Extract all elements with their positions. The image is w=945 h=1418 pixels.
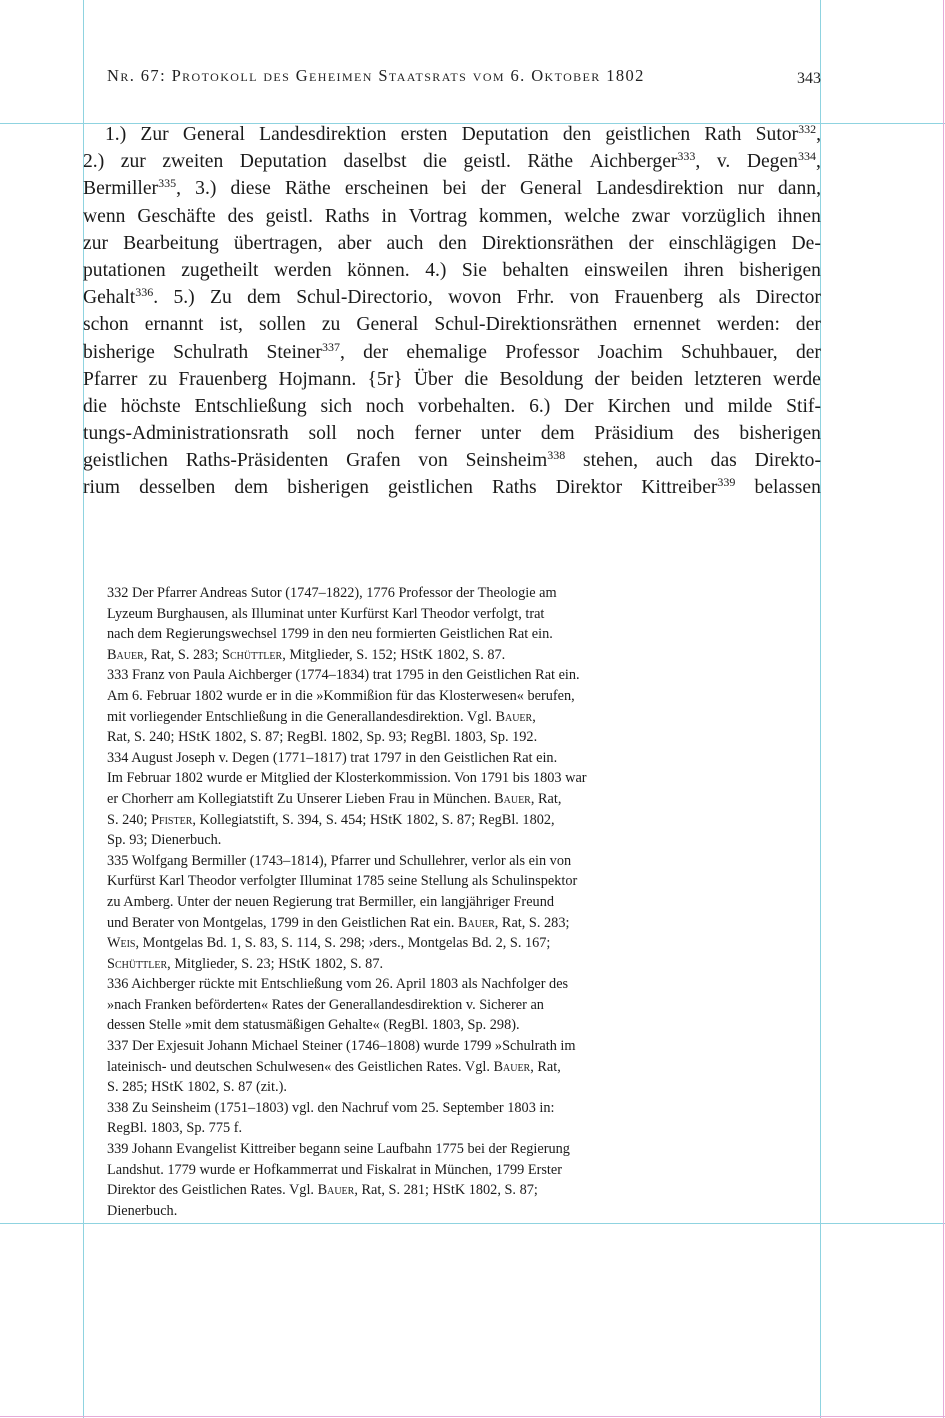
word: geistlichen [388, 477, 473, 499]
body-line [83, 148, 821, 175]
word: die [423, 151, 447, 173]
word: können. [347, 259, 410, 281]
word: Joachim [597, 341, 663, 363]
author-name: Bauer [107, 646, 144, 663]
word: behalten [502, 259, 569, 281]
footnote-332 [107, 583, 667, 665]
footnote-reference[interactable]: 333 [677, 149, 696, 164]
body-line-text [83, 203, 821, 230]
word: erscheinen [344, 178, 429, 200]
word: 4.) [425, 259, 447, 281]
word: ihren [683, 259, 724, 281]
word: die [83, 395, 107, 417]
word: als [718, 287, 741, 309]
word: Entschließung [194, 395, 307, 417]
word: bei [442, 178, 467, 200]
word: stehen, [583, 450, 638, 472]
footnote-line: Im Februar 1802 wurde er Mitglied der Klosterkommission. Von 1791 bis 1803 war [107, 770, 587, 787]
word: rium [83, 477, 121, 499]
word: putationen [83, 259, 166, 281]
footnote-reference[interactable]: 337 [321, 339, 340, 354]
word: Raths [492, 477, 537, 499]
footnote-line: 337 Der Exjesuit Johann Michael Steiner (1746–1808) wurde 1799 »Schulrath im [107, 1038, 576, 1055]
word: belassen [754, 477, 821, 499]
bottom-text-guide [0, 1223, 945, 1224]
word: wenn [83, 205, 126, 227]
word: Schuhbauer, [681, 341, 778, 363]
word: Raths-Präsidenten [185, 450, 329, 472]
word: Rath [704, 124, 742, 145]
author-name: Bauer [494, 790, 531, 807]
word: Zur [140, 124, 169, 145]
word: sich [320, 395, 353, 417]
word: noch [365, 395, 404, 417]
word: ferner [414, 423, 462, 445]
word: v. [716, 151, 731, 173]
word: einsweilen [584, 259, 669, 281]
author-name: Weis [107, 935, 136, 952]
word: Schulrath [173, 341, 249, 363]
footnote-line: 335 Wolfgang Bermiller (1743–1814), Pfarrer und Schullehrer, verlor als ein von [107, 852, 572, 869]
word: unter [480, 423, 522, 445]
word: von [418, 450, 448, 472]
word: der [795, 341, 821, 363]
word: des [693, 423, 720, 445]
running-head [107, 66, 821, 92]
word: Landesdirektion [259, 124, 387, 145]
main-text [83, 121, 821, 502]
word: den [438, 232, 467, 254]
word: von [569, 287, 600, 309]
word: Frauenberg [614, 287, 704, 309]
word: Sie [461, 259, 487, 281]
word: Über [413, 368, 454, 390]
body-line [83, 284, 821, 311]
word: Degen$^{334}$, [746, 149, 821, 173]
body-line-text [83, 474, 821, 501]
word: der [480, 178, 506, 200]
footnote-line: und Berater von Montgelas, 1799 in den Geistlichen Rat ein. Bauer, Rat, S. 283; [107, 914, 570, 931]
word: zu [321, 314, 341, 336]
word: 3.) [195, 178, 217, 200]
word: zur [120, 151, 146, 173]
word: geistl. [265, 205, 313, 227]
word: ehemalige [406, 341, 487, 363]
word: aber [337, 232, 372, 254]
word: Frauenberg [178, 368, 268, 390]
running-title: Nr. 67: Protokoll des Geheimen Staatsrats vom 6. Oktober 1802 [107, 66, 645, 85]
word: Räthe [527, 151, 574, 173]
word: Bearbeitung [123, 232, 219, 254]
word: letzteren [694, 368, 762, 390]
word: schon [83, 314, 129, 336]
footnote-336 [107, 974, 667, 1036]
word: noch [356, 423, 395, 445]
word: desselben [139, 477, 216, 499]
word: 2.) [83, 151, 105, 173]
footnote-line: Rat, S. 240; HStK 1802, S. 87; RegBl. 1802, Sp. 93; RegBl. 1803, Sp. 192. [107, 729, 538, 746]
word: Schul-Direktionsräthen [434, 314, 618, 336]
page-number: 343 [797, 70, 821, 87]
footnote-line: Bauer, Rat, S. 283; Schüttler, Mitglieder, S. 152; HStK 1802, S. 87. [107, 646, 506, 663]
word: tungs-Administrationsrath [83, 423, 289, 445]
word: 5.) [173, 287, 195, 309]
word: einschlägigen [668, 232, 777, 254]
word: bisherige [83, 341, 155, 363]
word: den [562, 124, 592, 145]
author-name: Pfister [151, 811, 193, 828]
body-line [83, 420, 821, 447]
body-line-text [83, 284, 821, 311]
word: ersten [400, 124, 448, 145]
body-line [83, 393, 821, 420]
word: Schul-Directorio, [296, 287, 433, 309]
footnote-line: »nach Franken beförderten« Rates der Generallandesdirektion v. Sicherer an [107, 996, 544, 1013]
word: {5r} [367, 368, 403, 390]
author-name: Schüttler [222, 646, 283, 663]
footnote-line: 336 Aichberger rückte mit Entschließung vom 26. April 1803 als Nachfolger des [107, 976, 569, 993]
footnote-line: lateinisch- und deutschen Schulwesen« des Geistlichen Rates. Vgl. Bauer, Rat, [107, 1058, 561, 1075]
word: Präsidium [594, 423, 674, 445]
word: werden [273, 259, 332, 281]
footnote-reference[interactable]: 338 [547, 448, 566, 463]
word: Sutor$^{332}$, [755, 122, 821, 145]
word: geistl. [463, 151, 511, 173]
word: zwar [631, 205, 670, 227]
word: in [381, 205, 397, 227]
word: wovon [448, 287, 502, 309]
footnote-335 [107, 851, 667, 975]
word: kommen, [478, 205, 553, 227]
word: Professor [505, 341, 580, 363]
footnote-337 [107, 1036, 667, 1098]
word: Kirchen [607, 395, 671, 417]
word: Seinsheim$^{338}$ [465, 448, 566, 472]
word: Direktor [555, 477, 623, 499]
word: zweiten [162, 151, 224, 173]
footnote-line: 338 Zu Seinsheim (1751–1803) vgl. den Nachruf vom 25. September 1803 in: [107, 1099, 555, 1116]
body-line-text [83, 366, 821, 393]
word: dem [540, 423, 575, 445]
word: Aichberger$^{333}$, [589, 149, 701, 173]
footnote-line: 339 Johann Evangelist Kittreiber begann seine Laufbahn 1775 bei der Regierung [107, 1141, 570, 1158]
word: Der [564, 395, 594, 417]
word: daselbst [343, 151, 407, 173]
word: vorbehalten. [417, 395, 516, 417]
body-line-text [83, 257, 821, 284]
footnotes [107, 583, 667, 1221]
word: Geschäfte [137, 205, 216, 227]
body-line-text [83, 148, 821, 175]
word: Direkto- [754, 450, 821, 472]
word: Director [755, 287, 821, 309]
word: welche [564, 205, 620, 227]
word: vorzüglich [681, 205, 766, 227]
footnote-reference[interactable]: 339 [717, 475, 736, 490]
footnote-reference[interactable]: 334 [797, 149, 816, 164]
word: Bermiller$^{335}$, [83, 176, 181, 200]
word: Kittreiber$^{339}$ [641, 475, 736, 499]
word: auch [386, 232, 424, 254]
word: auch [655, 450, 693, 472]
author-name: Bauer [458, 914, 495, 931]
word: Raths [324, 205, 370, 227]
footnote-333 [107, 665, 667, 747]
word: Pfarrer [83, 368, 138, 390]
word: diese [230, 178, 271, 200]
word: ist, [219, 314, 243, 336]
body-line-text [83, 393, 821, 420]
word: die [464, 368, 489, 390]
footnote-reference[interactable]: 332 [798, 122, 817, 136]
word: höchste [120, 395, 181, 417]
word: Stif- [786, 395, 821, 417]
body-line [83, 447, 821, 474]
body-line [83, 121, 821, 148]
footnote-line: er Chorherr am Kollegiatstift Zu Unserer Lieben Frau in München. Bauer, Rat, [107, 790, 562, 807]
footnote-line: Weis, Montgelas Bd. 1, S. 83, S. 114, S. 298; ›ders., Montgelas Bd. 2, S. 167; [107, 935, 551, 952]
body-line [83, 257, 821, 284]
word: ihnen [777, 205, 821, 227]
footnote-line: Lyzeum Burghausen, als Illuminat unter Kurfürst Karl Theodor verfolgt, trat [107, 605, 545, 622]
word: soll [308, 423, 337, 445]
body-line [83, 339, 821, 366]
body-line-text [83, 311, 821, 338]
word: das [710, 450, 737, 472]
author-name: Bauer [493, 1058, 531, 1075]
word: dem [247, 287, 281, 309]
word: Frhr. [516, 287, 555, 309]
body-line-text [83, 420, 821, 447]
word: Vortrag [408, 205, 468, 227]
footnote-line: Am 6. Februar 1802 wurde er in die »Kommißion für das Klosterwesen« berufen, [107, 687, 575, 704]
word: Deputation [461, 124, 549, 145]
word: Direktionsräthen [481, 232, 614, 254]
footnote-reference[interactable]: 336 [135, 285, 154, 300]
footnote-line: nach dem Regierungswechsel 1799 in den neu formierten Geistlichen Rat ein. [107, 626, 553, 643]
word: Deputation [239, 151, 327, 173]
word: geistlichen [605, 124, 691, 145]
body-line-text [83, 175, 821, 202]
word: dem [234, 477, 269, 499]
footnote-line: S. 285; HStK 1802, S. 87 (zit.). [107, 1079, 287, 1096]
word: werde [772, 368, 821, 390]
word: General [356, 314, 419, 336]
word: milde [727, 395, 773, 417]
word: General [520, 178, 583, 200]
footnote-line: 332 Der Pfarrer Andreas Sutor (1747–1822), 1776 Professor der Theologie am [107, 585, 557, 601]
word: des [227, 205, 254, 227]
word: Besoldung [499, 368, 584, 390]
word: beiden [630, 368, 684, 390]
footnote-339 [107, 1139, 667, 1221]
word: nur [737, 178, 764, 200]
footnote-line: mit vorliegender Entschließung in die Generallandesdirektion. Vgl. Bauer, [107, 708, 536, 725]
word: und [684, 395, 714, 417]
footnote-line: Schüttler, Mitglieder, S. 23; HStK 1802, S. 87. [107, 955, 384, 972]
body-line [83, 311, 821, 338]
footnote-line: Direktor des Geistlichen Rates. Vgl. Bauer, Rat, S. 281; HStK 1802, S. 87; [107, 1182, 538, 1199]
word: Hojmann. [278, 368, 357, 390]
word: geistlichen [83, 450, 168, 472]
word: Zu [210, 287, 232, 309]
word: Gehalt$^{336}$. [83, 285, 159, 309]
word: zugetheilt [181, 259, 259, 281]
word: sollen [259, 314, 306, 336]
word: der [628, 232, 654, 254]
footnote-line: dessen Stelle »mit dem statusmäßigen Gehalte« (RegBl. 1803, Sp. 298). [107, 1017, 520, 1034]
word: bisherigen [287, 477, 369, 499]
word: werden: [716, 314, 780, 336]
footnote-line: Kurfürst Karl Theodor verfolgter Illuminat 1785 seine Stellung als Schulinspektor [107, 873, 578, 890]
word: der [795, 314, 821, 336]
word: De- [791, 232, 821, 254]
word: der [363, 341, 389, 363]
footnote-line: S. 240; Pfister, Kollegiatstift, S. 394, S. 454; HStK 1802, S. 87; RegBl. 1802, [107, 811, 555, 828]
body-line-text [83, 447, 821, 474]
footnote-line: RegBl. 1803, Sp. 775 f. [107, 1120, 243, 1137]
author-name: Bauer [495, 708, 533, 725]
word: Grafen [346, 450, 401, 472]
author-name: Schüttler [107, 955, 168, 972]
word: zur [83, 232, 109, 254]
word: Steiner$^{337}$, [266, 339, 345, 363]
footnote-line: Sp. 93; Dienerbuch. [107, 832, 222, 849]
body-line [83, 230, 821, 257]
word: Landesdirektion [596, 178, 724, 200]
body-line-text [83, 339, 821, 366]
footnote-line: Dienerbuch. [107, 1202, 178, 1219]
body-line [83, 366, 821, 393]
body-line [83, 175, 821, 202]
body-line-text [83, 230, 821, 257]
word: zu [148, 368, 168, 390]
word: ernannt [144, 314, 204, 336]
word: Räthe [284, 178, 331, 200]
word: 6.) [529, 395, 551, 417]
author-name: Bauer [317, 1182, 355, 1199]
footnote-reference[interactable]: 335 [158, 176, 177, 191]
footnote-338 [107, 1098, 667, 1139]
word: der [594, 368, 620, 390]
footnote-line: 334 August Joseph v. Degen (1771–1817) trat 1797 in den Geistlichen Rat ein. [107, 749, 558, 766]
word: dann, [777, 178, 821, 200]
body-line [83, 203, 821, 230]
body-line-text [105, 121, 821, 148]
footnote-line: zu Amberg. Unter der neuen Regierung trat Bermiller, ein langjähriger Freund [107, 893, 554, 910]
word: übertragen, [233, 232, 323, 254]
footnote-line: Landshut. 1779 wurde er Hofkammerrat und Fiskalrat in München, 1799 Erster [107, 1161, 563, 1178]
word: bisherigen [739, 259, 821, 281]
page-trim-bottom [0, 1416, 945, 1417]
word: General [182, 124, 245, 145]
page-trim-right [943, 0, 944, 1418]
word: bisherigen [739, 423, 821, 445]
footnote-line: 333 Franz von Paula Aichberger (1774–1834) trat 1795 in den Geistlichen Rat ein. [107, 667, 580, 684]
footnote-334 [107, 748, 667, 851]
body-line [83, 474, 821, 501]
word: 1.) [105, 124, 127, 145]
word: ernennet [633, 314, 701, 336]
